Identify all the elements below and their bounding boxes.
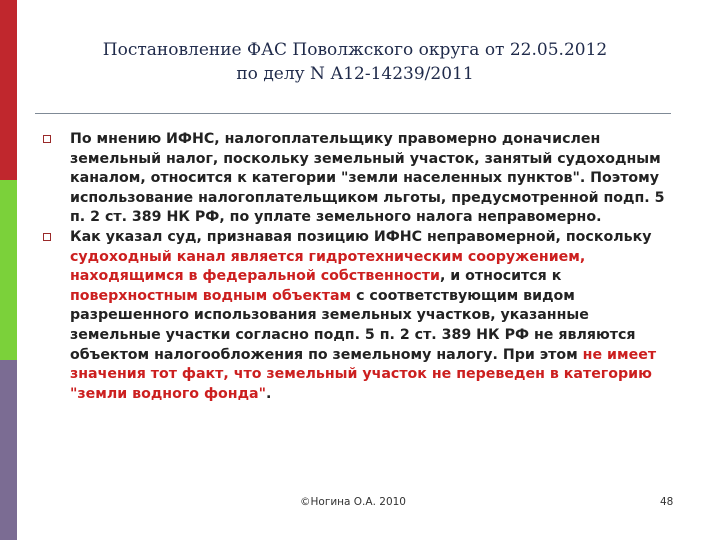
bullet-text-part: Как указал суд, признавая позицию ИФНС неправомерной, поскольку	[70, 228, 652, 245]
bullet-text-part: , и относится к	[439, 268, 562, 285]
decorative-side-bar	[0, 0, 17, 540]
footer-author: ©Ногина О.А. 2010	[300, 496, 406, 508]
bullet-text-part: .	[266, 385, 272, 402]
bullet-square-icon	[43, 233, 51, 241]
side-bar-purple-segment	[0, 360, 17, 540]
bullet-highlight-category-irrelevant: не имеет значения тот факт, что земельный участок не переведен в категорию "земли водного фонда"	[70, 346, 657, 402]
title-divider	[35, 113, 671, 114]
bullet-highlight-hydro-structure: судоходный канал является гидротехническим сооружением, находящимся в федеральной собственности	[70, 248, 586, 285]
slide-title-line-1: Постановление ФАС Поволжского округа от 22.05.2012	[102, 40, 608, 60]
bullet-text-part: с соответствующим видом разрешенного использования земельных участков, указанные земельные участки согласно подп. 5 п. 2 ст. 389 НК РФ не являются объектом налогообложения по земельному налогу. При этом	[70, 287, 636, 363]
page-number: 48	[660, 496, 674, 508]
slide-title	[40, 38, 670, 86]
bullet-square-icon	[43, 135, 51, 143]
bullet-highlight-surface-water: поверхностным водным объектам	[70, 287, 352, 304]
bullet-item-ifns-position	[40, 130, 670, 228]
slide-title-line-2: по делу N А12-14239/2011	[236, 64, 474, 84]
side-bar-red-segment	[0, 0, 17, 180]
bullet-list	[40, 130, 670, 404]
bullet-text: По мнению ИФНС, налогоплательщику правомерно доначислен земельный налог, поскольку земельный участок, занятый судоходным каналом, относится к категории "земли населенных пунктов". Поэтому использование налогоплательщиком льготы, предусмотренной подп. 5 п. 2 ст. 389 НК РФ, по уплате земельного налога неправомерно.	[70, 131, 665, 226]
bullet-item-court-position	[40, 228, 670, 404]
side-bar-green-segment	[0, 180, 17, 360]
